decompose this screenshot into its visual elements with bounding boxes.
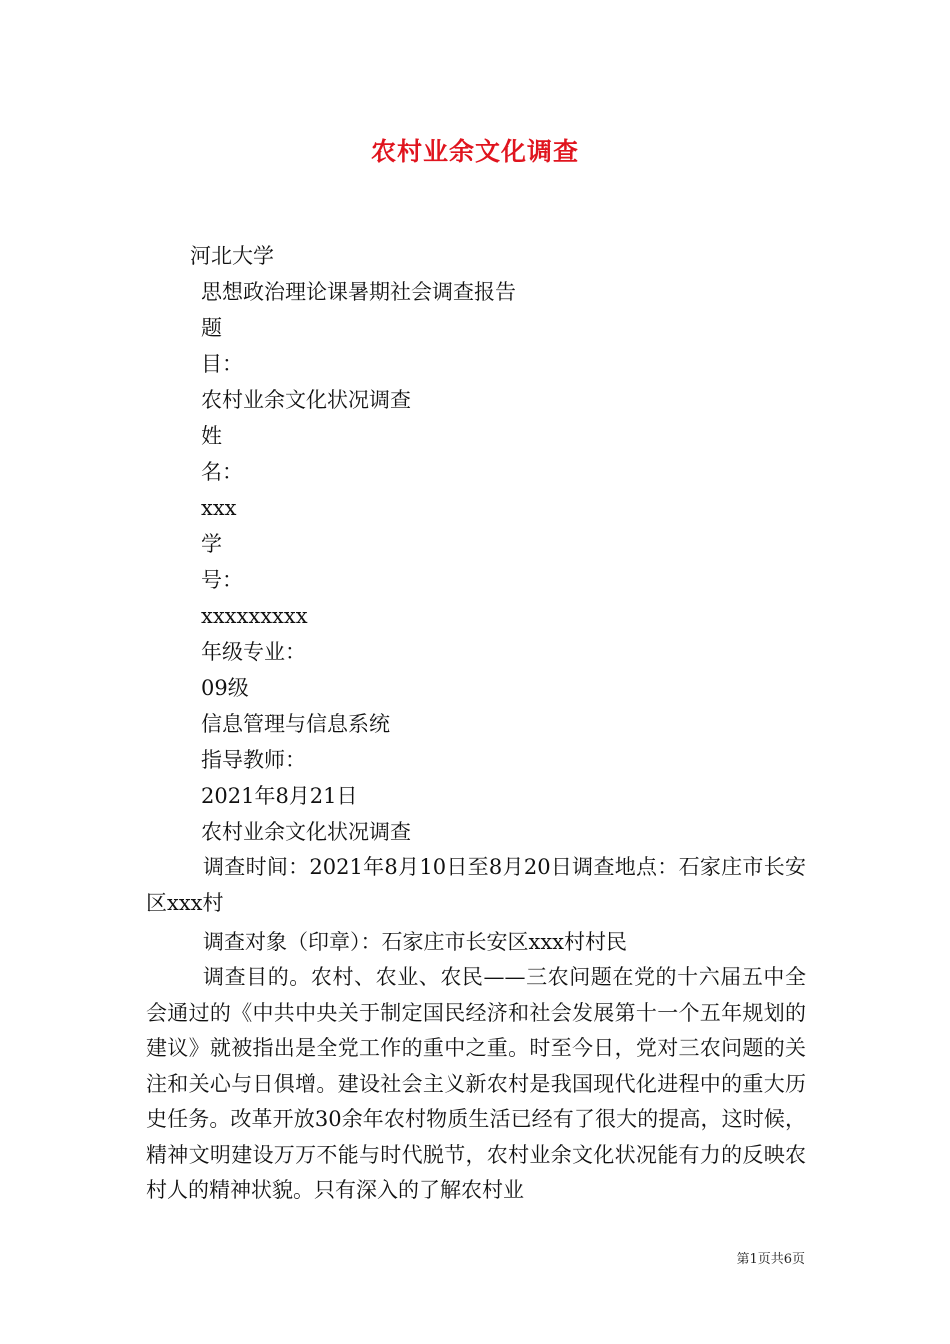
grade-major-label: 年级专业： [201,640,306,664]
name-label-part2: 名： [201,460,243,484]
survey-subject-paragraph: 调查对象（印章）：石家庄市长安区xxx村村民 [203,930,628,954]
survey-time-paragraph: 调查时间：2021年8月10日至8月20日调查地点：石家庄市长安区xxx村 [146,855,806,915]
topic-label-part1: 题 [201,316,222,340]
topic-label-part2: 目： [201,352,243,376]
student-id-value: xxxxxxxxx [201,604,308,628]
name-value: xxx [201,496,237,520]
grade-value: 09级 [201,676,249,700]
survey-purpose-paragraph: 调查目的。农村、农业、农民——三农问题在党的十六届五中全会通过的《中共中央关于制定国民经济和社会发展第十一个五年规划的建议》就被指出是全党工作的重中之重。时至今日，党对三农问题的关注和关心与日俱增。建设社会主义新农村是我国现代化进程中的重大历史任务。改革开放30余年农村物质生活已经有了很大的提高，这时候，精神文明建设万万不能与时代脱节，农村业余文化状况能有力的反映农村人的精神状貌。只有深入的了解农村业 [146,965,806,1202]
report-type: 思想政治理论课暑期社会调查报告 [201,280,516,304]
topic-value: 农村业余文化状况调查 [201,388,411,412]
student-id-label-part2: 号： [201,568,243,592]
major-value: 信息管理与信息系统 [201,712,390,736]
document-title: 农村业余文化调查 [370,137,579,166]
university-name: 河北大学 [190,244,274,268]
report-date: 2021年8月21日 [201,784,358,808]
name-label-part1: 姓 [201,424,222,448]
advisor-label: 指导教师： [201,748,306,772]
report-heading: 农村业余文化状况调查 [201,820,411,844]
student-id-label-part1: 学 [201,532,222,556]
page-number-footer: 第1页共6页 [736,1252,805,1267]
